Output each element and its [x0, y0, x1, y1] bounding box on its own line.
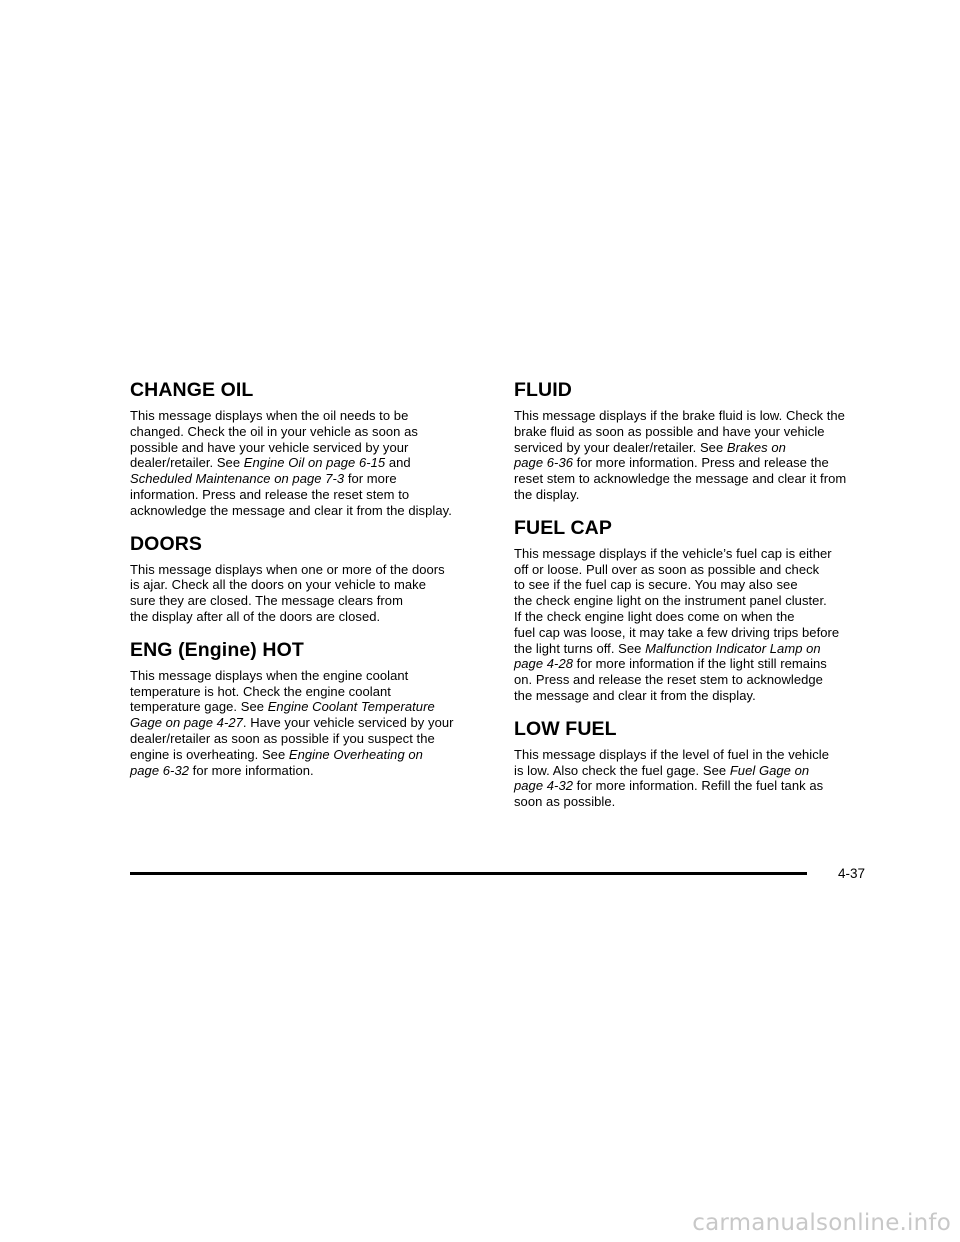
- text-line: acknowledge the message and clear it from the display.: [130, 502, 452, 518]
- text-line: to see if the fuel cap is secure. You may also see: [514, 577, 798, 593]
- left-column: [130, 378, 492, 791]
- text-run: for more: [344, 471, 397, 487]
- text-line: temperature is hot. Check the engine coolant: [130, 683, 391, 699]
- section-title-eng-hot: ENG (Engine) HOT: [130, 638, 304, 661]
- text-line: sure they are closed. The message clears from: [130, 593, 403, 609]
- cross-reference-link[interactable]: Engine Coolant Temperature: [267, 699, 435, 715]
- text-line: the message and clear it from the display.: [514, 687, 756, 703]
- text-line: [514, 656, 876, 672]
- right-column: [514, 378, 876, 823]
- section-body-low-fuel: [514, 747, 876, 810]
- text-line: [130, 471, 492, 487]
- text-run: for more information.: [189, 762, 314, 778]
- text-line: reset stem to acknowledge the message and clear it from: [514, 471, 847, 487]
- cross-reference-link[interactable]: Fuel Gage on: [729, 762, 810, 778]
- text-line: [514, 455, 876, 471]
- text-line: This message displays when one or more of the doors: [130, 561, 445, 577]
- text-line: off or loose. Pull over as soon as possible and check: [514, 561, 820, 577]
- section-title-low-fuel: LOW FUEL: [514, 717, 617, 740]
- text-line: [130, 699, 492, 715]
- text-run: dealer/retailer. See: [130, 455, 244, 471]
- text-run: is low. Also check the fuel gage. See: [514, 762, 730, 778]
- section-body-eng-hot: [130, 668, 492, 779]
- text-run: . Have your vehicle serviced by your: [242, 715, 454, 731]
- text-line: This message displays if the vehicle’s fuel cap is either: [514, 545, 832, 561]
- section-title-fuel-cap: FUEL CAP: [514, 516, 612, 539]
- text-run: for more information. Press and release the: [573, 455, 829, 471]
- cross-reference-link[interactable]: Malfunction Indicator Lamp on: [645, 640, 821, 656]
- text-line: This message displays when the engine coolant: [130, 667, 409, 683]
- cross-reference-link[interactable]: Gage on page 4-27: [130, 715, 243, 731]
- text-line: possible and have your vehicle serviced by your: [130, 439, 409, 455]
- text-line: [130, 763, 492, 779]
- text-line: changed. Check the oil in your vehicle as soon as: [130, 423, 418, 439]
- text-line: soon as possible.: [514, 794, 616, 810]
- text-line: [514, 641, 876, 657]
- text-line: the display after all of the doors are closed.: [130, 608, 381, 624]
- cross-reference-link[interactable]: page 6-32: [130, 762, 190, 778]
- section-body-doors: [130, 562, 492, 625]
- footer-rule: [130, 872, 807, 875]
- text-line: [514, 778, 876, 794]
- text-line: [130, 747, 492, 763]
- cross-reference-link[interactable]: Brakes on: [726, 439, 786, 455]
- section-title-doors: DOORS: [130, 532, 203, 555]
- text-line: brake fluid as soon as possible and have your vehicle: [514, 423, 825, 439]
- text-line: information. Press and release the reset stem to: [130, 486, 410, 502]
- section-title-fluid: FLUID: [514, 379, 572, 401]
- text-line: dealer/retailer as soon as possible if you suspect the: [130, 730, 435, 746]
- text-line: If the check engine light does come on when the: [514, 608, 795, 624]
- cross-reference-link[interactable]: page 6-36: [514, 455, 574, 471]
- text-line: [514, 440, 876, 456]
- cross-reference-link[interactable]: page 4-32: [514, 778, 574, 794]
- text-run: for more information. Refill the fuel tank as: [573, 778, 824, 794]
- text-line: the display.: [514, 486, 580, 502]
- text-line: This message displays if the brake fluid is low. Check the: [514, 408, 845, 423]
- text-run: the light turns off. See: [514, 640, 646, 656]
- text-line: This message displays when the oil needs to be: [130, 408, 409, 423]
- text-line: [514, 763, 876, 779]
- text-line: This message displays if the level of fuel in the vehicle: [514, 746, 830, 762]
- text-line: [130, 715, 492, 731]
- section-body-change-oil: [130, 408, 492, 519]
- cross-reference-link[interactable]: page 4-28: [514, 656, 574, 672]
- section-body-fluid: [514, 408, 876, 503]
- cross-reference-link[interactable]: Engine Overheating on: [288, 746, 423, 762]
- watermark: carmanualsonline.info: [692, 1210, 951, 1236]
- text-run: for more information if the light still remains: [573, 656, 827, 672]
- text-line: is ajar. Check all the doors on your vehicle to make: [130, 577, 426, 593]
- text-line: on. Press and release the reset stem to acknowledge: [514, 672, 823, 688]
- text-run: and: [385, 455, 411, 471]
- section-body-fuel-cap: [514, 546, 876, 704]
- section-title-change-oil: CHANGE OIL: [130, 379, 254, 401]
- cross-reference-link[interactable]: Scheduled Maintenance on page 7-3: [130, 471, 345, 487]
- text-line: fuel cap was loose, it may take a few driving trips before: [514, 624, 840, 640]
- text-run: temperature gage. See: [130, 699, 268, 715]
- text-line: the check engine light on the instrument panel cluster.: [514, 593, 827, 609]
- text-run: engine is overheating. See: [130, 746, 289, 762]
- page-number: 4-37: [838, 866, 866, 881]
- text-run: serviced by your dealer/retailer. See: [514, 439, 727, 455]
- cross-reference-link[interactable]: Engine Oil on page 6-15: [243, 455, 386, 471]
- text-line: [130, 455, 492, 471]
